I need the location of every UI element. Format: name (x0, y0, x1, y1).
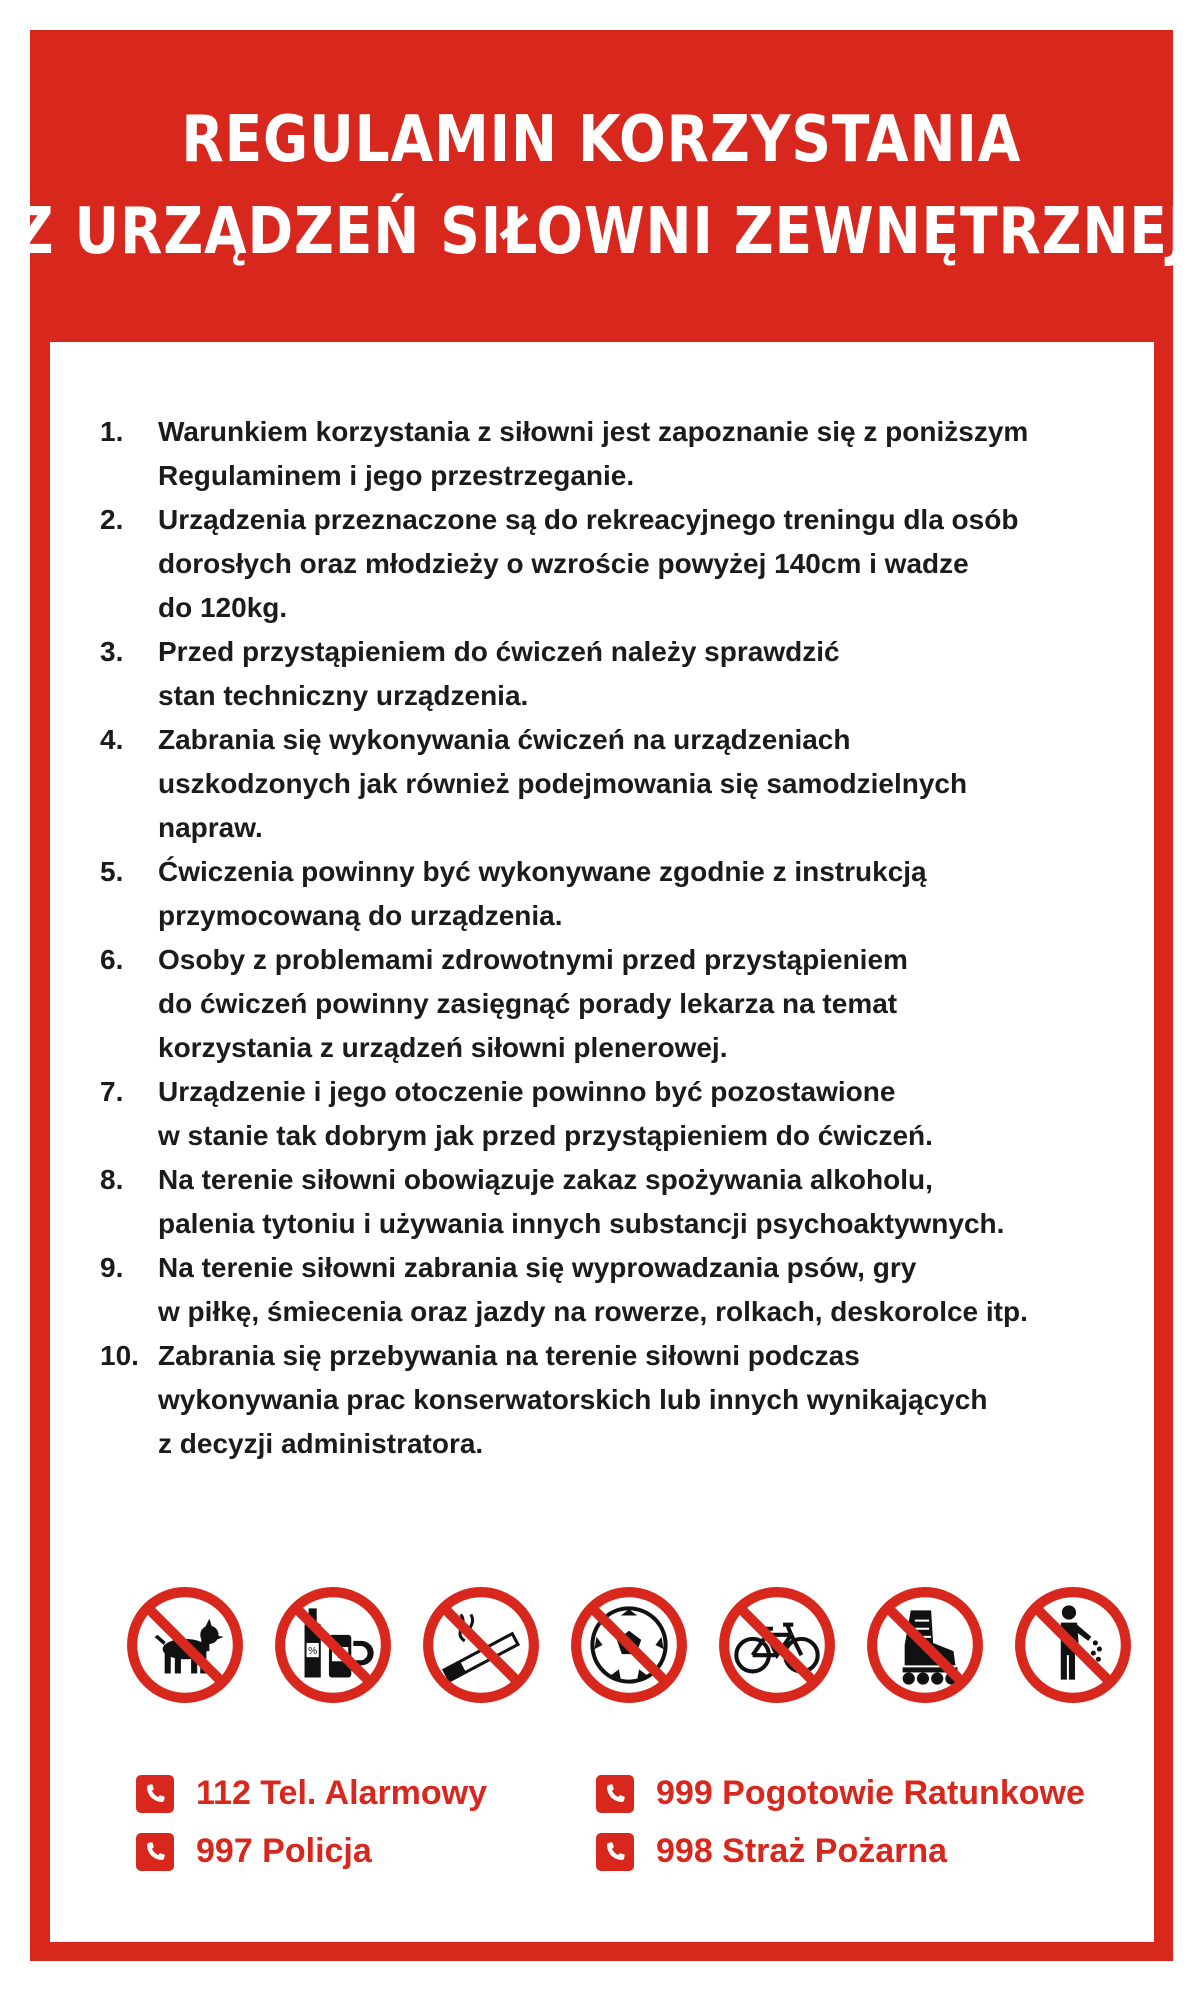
rule-number: 1. (100, 416, 124, 447)
rule-text-line: przymocowaną do urządzenia. (158, 900, 563, 931)
phone-icon (596, 1833, 634, 1871)
emergency-item (596, 1774, 1085, 1813)
title-line-2: Z URZĄDZEŃ SIŁOWNI ZEWNĘTRZNEJ (13, 195, 1190, 269)
rule-text (158, 498, 1140, 630)
phone-icon (136, 1833, 174, 1871)
emergency-label: 997 Policja (196, 1832, 372, 1870)
emergency-numbers (100, 1774, 1150, 1894)
regulations-sign (13, 30, 1190, 1961)
rule-text-line: Osoby z problemami zdrowotnymi przed przystąpieniem (158, 944, 908, 975)
rule-number: 9. (100, 1252, 124, 1283)
rule-text-line: napraw. (158, 812, 263, 843)
no-ball-games-icon (568, 1584, 690, 1706)
rules-list (100, 410, 1140, 1466)
rule-text-line: Zabrania się wykonywania ćwiczeń na urządzeniach (158, 724, 851, 755)
rule-text (158, 1070, 1140, 1158)
rule-item (100, 938, 1140, 1070)
no-bicycles-icon (716, 1584, 838, 1706)
rule-text-line: korzystania z urządzeń siłowni plenerowej. (158, 1032, 728, 1063)
no-rollerskates-icon (864, 1584, 986, 1706)
no-alcohol-icon (272, 1584, 394, 1706)
rule-number: 2. (100, 504, 124, 535)
title-line-1: REGULAMIN KORZYSTANIA (181, 103, 1022, 177)
emergency-label: 999 Pogotowie Ratunkowe (656, 1774, 1085, 1812)
rule-text-line: w piłkę, śmiecenia oraz jazdy na rowerze, rolkach, deskorolce itp. (158, 1296, 1028, 1327)
rule-item (100, 1246, 1140, 1334)
rule-number: 8. (100, 1164, 124, 1195)
sign-header (13, 30, 1190, 342)
rule-text-line: Przed przystąpieniem do ćwiczeń należy sprawdzić (158, 636, 840, 667)
rule-text-line: Urządzenia przeznaczone są do rekreacyjnego treningu dla osób (158, 504, 1019, 535)
rule-text (158, 1158, 1140, 1246)
rule-number: 10. (100, 1340, 139, 1371)
rule-text (158, 938, 1140, 1070)
rule-text (158, 1334, 1140, 1466)
rule-text-line: palenia tytoniu i używania innych substancji psychoaktywnych. (158, 1208, 1005, 1239)
emergency-item (136, 1832, 372, 1871)
rule-number: 3. (100, 636, 124, 667)
rule-text-line: do 120kg. (158, 592, 288, 623)
rule-text-line: w stanie tak dobrym jak przed przystąpieniem do ćwiczeń. (158, 1120, 933, 1151)
rule-text-line: Na terenie siłowni zabrania się wyprowadzania psów, gry (158, 1252, 917, 1283)
rule-number: 6. (100, 944, 124, 975)
rule-text (158, 850, 1140, 938)
emergency-item (136, 1774, 487, 1813)
rule-item (100, 410, 1140, 498)
rule-text-line: stan techniczny urządzenia. (158, 680, 529, 711)
rule-item (100, 498, 1140, 630)
rule-text (158, 1246, 1140, 1334)
rule-text-line: Urządzenie i jego otoczenie powinno być pozostawione (158, 1076, 896, 1107)
rule-text-line: Regulaminem i jego przestrzeganie. (158, 460, 635, 491)
rules-panel (50, 342, 1154, 1942)
rule-number: 4. (100, 724, 124, 755)
rule-item (100, 1070, 1140, 1158)
rule-item (100, 718, 1140, 850)
no-smoking-icon (420, 1584, 542, 1706)
rule-text-line: wykonywania prac konserwatorskich lub innych wynikających (158, 1384, 988, 1415)
emergency-label: 112 Tel. Alarmowy (196, 1774, 488, 1812)
rule-text-line: Zabrania się przebywania na terenie siłowni podczas (158, 1340, 860, 1371)
rule-text-line: Na terenie siłowni obowiązuje zakaz spożywania alkoholu, (158, 1164, 933, 1195)
emergency-item (596, 1832, 947, 1871)
rule-number: 7. (100, 1076, 124, 1107)
prohibition-icons (124, 1584, 1164, 1706)
rule-text-line: dorosłych oraz młodzieży o wzroście powyżej 140cm i wadze (158, 548, 969, 579)
rule-text-line: do ćwiczeń powinny zasięgnąć porady lekarza na temat (158, 988, 898, 1019)
phone-icon (136, 1775, 174, 1813)
rule-item (100, 1334, 1140, 1466)
svg-text:%: % (308, 1646, 318, 1658)
phone-icon (596, 1775, 634, 1813)
no-dogs-icon (124, 1584, 246, 1706)
rule-text (158, 630, 1140, 718)
rule-text (158, 718, 1140, 850)
rule-number: 5. (100, 856, 124, 887)
rule-text-line: z decyzji administratora. (158, 1428, 484, 1459)
rule-text-line: uszkodzonych jak również podejmowania się samodzielnych (158, 768, 968, 799)
emergency-label: 998 Straż Pożarna (656, 1832, 948, 1870)
no-littering-icon (1012, 1584, 1134, 1706)
rule-item (100, 1158, 1140, 1246)
rule-text (158, 410, 1140, 498)
rule-item (100, 630, 1140, 718)
rule-text-line: Ćwiczenia powinny być wykonywane zgodnie z instrukcją (158, 856, 927, 887)
rule-item (100, 850, 1140, 938)
rule-text-line: Warunkiem korzystania z siłowni jest zapoznanie się z poniższym (158, 416, 1029, 447)
